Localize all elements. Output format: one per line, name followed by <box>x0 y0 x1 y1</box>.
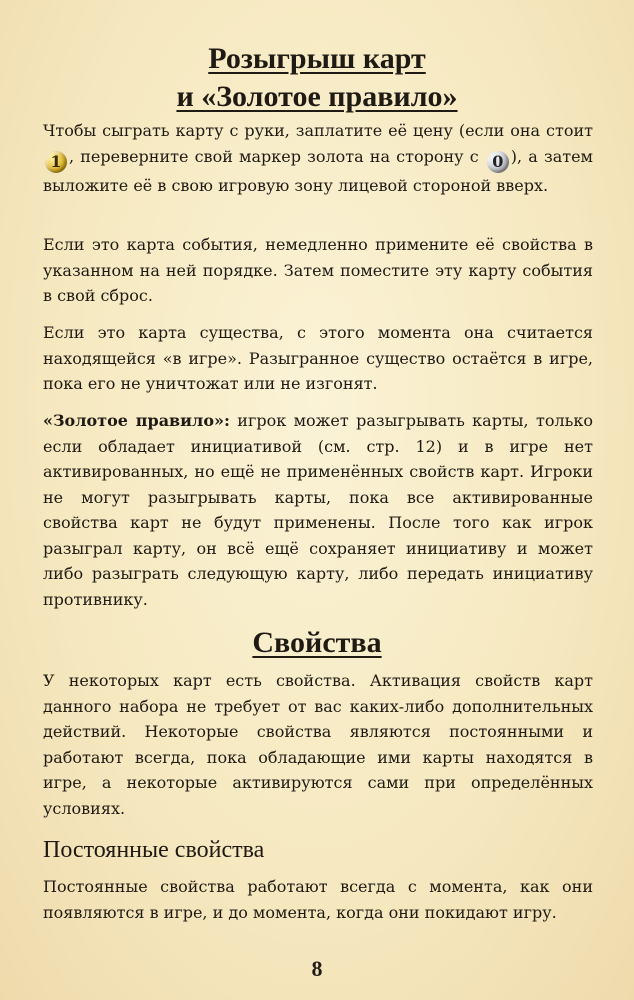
paragraph-creature-card: Если это карта существа, с этого момента она считается находящейся «в игре». Разыгранное существо остаётся в игре, пока его не уничтожат или не изгонят. <box>43 323 593 393</box>
section-title-line2: и «Золотое правило» <box>176 80 458 113</box>
golden-rule-label: «Золотое правило»: <box>43 411 230 430</box>
paragraph-paying-cost <box>43 118 593 198</box>
page-number: 8 <box>311 956 323 981</box>
paragraph-golden-rule <box>43 408 593 612</box>
paragraph-text-part: Чтобы сыграть карту с руки, заплатите её цену (если она стоит <box>43 121 593 140</box>
section-title-properties: Свойства <box>252 626 382 659</box>
silver-coin-icon: 0 <box>487 151 509 173</box>
paragraph-properties-intro: У некоторых карт есть свойства. Активация свойств карт данного набора не требует от вас каких-либо дополнительных действий. Некоторые свойства являются постоянными и работают всегда, пока обладающие ими карты находятся в игре, а некоторые активируются сами при определённых условиях. <box>43 671 593 818</box>
paragraph-event-card: Если это карта события, немедленно примените её свойства в указанном на ней порядке. Затем поместите эту карту события в свой сброс. <box>43 235 593 305</box>
section-title-line1: Розыгрыш карт <box>208 42 426 75</box>
gold-coin-icon: 1 <box>45 151 67 173</box>
paragraph-permanent-properties: Постоянные свойства работают всегда с момента, как они появляются в игре, и до момента, когда они покидают игру. <box>43 877 593 922</box>
paragraph-text-part: , переверните свой маркер золота на сторону с <box>69 146 485 166</box>
paragraph-text-part: ), а затем выложите её в свою игровую зону лицевой стороной вверх. <box>43 146 593 195</box>
golden-rule-text: игрок может разыгрывать карты, только если обладает инициативой (см. стр. 12) и в игре нет активированных, но ещё не применённых свойств карт. Игроки не могут разыгрывать карты, пока все активированные свойства карт не будут применены. После того как игрок разыграл карту, он всё ещё сохраняет инициативу и может либо разыграть следующую карту, либо передать инициативу противнику. <box>43 411 594 609</box>
subheading-permanent-properties: Постоянные свойства <box>43 837 265 863</box>
